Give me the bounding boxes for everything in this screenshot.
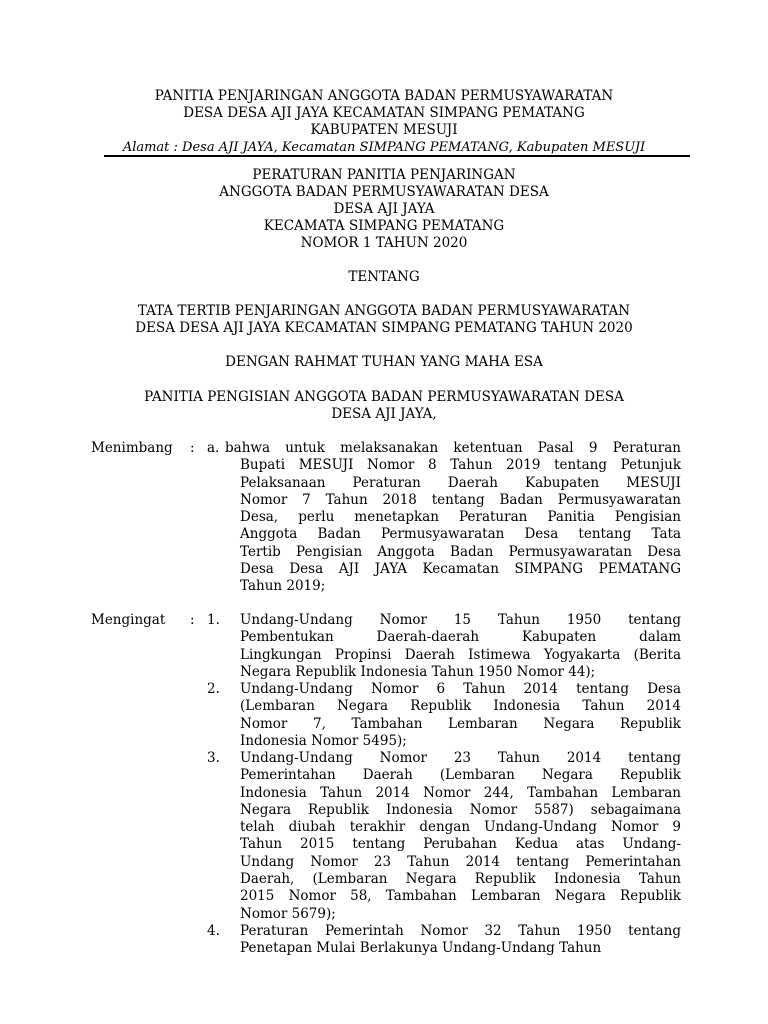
letterhead-line: PANITIA PENJARINGAN ANGGOTA BADAN PERMUSYAWARATAN bbox=[154, 88, 614, 104]
mengingat-item-marker: 2. bbox=[207, 681, 220, 697]
letterhead-divider bbox=[104, 155, 690, 157]
tentang-heading bbox=[0, 269, 768, 286]
mengingat-item-marker: 3. bbox=[207, 750, 220, 766]
title-line: ANGGOTA BADAN PERMUSYAWARATAN DESA bbox=[219, 184, 549, 200]
mengingat-item-3: Undang-Undang Nomor 23 Tahun 2014 tentang Pemerintahan Daerah (Lembaran Negara Republik Indonesia Tahun 2014 Nomor 244, Tambahan Lembaran Negara Republik Indonesia Nomor 5587) sebagaimana telah diubah terakhir dengan Undang-Undang Nomor 9 Tahun 2015 tentang Perubahan Kedua atas Undang- Undang Nomor 23 Tahun 2014 tentang Pemerintahan Daerah, (Lembaran Negara Republik Indonesia Tahun 2015 Nomor 58, Tambahan Lembaran Negara Republik Nomor 5679); bbox=[240, 750, 681, 922]
mengingat-label: Mengingat bbox=[91, 612, 166, 628]
regulation-title bbox=[0, 167, 768, 252]
letterhead-line: KABUPATEN MESUJI bbox=[310, 122, 458, 138]
mengingat-item-1: Undang-Undang Nomor 15 Tahun 1950 tentang Pembentukan Daerah-daerah Kabupaten dalam Lingkungan Propinsi Daerah Istimewa Yogyakarta (Berita Negara Republik Indonesia Tahun 1950 Nomor 44); bbox=[240, 612, 681, 680]
mengingat-item-marker: 4. bbox=[207, 923, 220, 939]
rahmat-heading bbox=[0, 354, 768, 371]
committee-line: DESA AJI JAYA, bbox=[331, 406, 437, 422]
subject-line: DESA DESA AJI JAYA KECAMATAN SIMPANG PEMATANG TAHUN 2020 bbox=[135, 320, 633, 336]
committee-line: PANITIA PENGISIAN ANGGOTA BADAN PERMUSYAWARATAN DESA bbox=[144, 389, 624, 405]
title-line: PERATURAN PANITIA PENJARINGAN bbox=[252, 167, 516, 183]
rahmat-text: DENGAN RAHMAT TUHAN YANG MAHA ESA bbox=[225, 354, 543, 370]
mengingat-colon: : bbox=[190, 612, 195, 628]
mengingat-item-2: Undang-Undang Nomor 6 Tahun 2014 tentang Desa (Lembaran Negara Republik Indonesia Tahun 2014 Nomor 7, Tambahan Lembaran Negara Republik Indonesia Nomor 5495); bbox=[240, 681, 681, 749]
letterhead bbox=[0, 88, 768, 156]
subject-line: TATA TERTIB PENJARINGAN ANGGOTA BADAN PERMUSYAWARATAN bbox=[137, 303, 631, 319]
title-line: DESA AJI JAYA bbox=[333, 201, 435, 217]
committee-heading bbox=[0, 389, 768, 423]
menimbang-item-marker: a. bbox=[207, 440, 220, 456]
regulation-subject bbox=[0, 303, 768, 337]
letterhead-address: Alamat : Desa AJI JAYA, Kecamatan SIMPANG PEMATANG, Kabupaten MESUJI bbox=[122, 140, 646, 155]
menimbang-label: Menimbang bbox=[91, 440, 173, 456]
title-line: NOMOR 1 TAHUN 2020 bbox=[300, 235, 468, 251]
mengingat-item-4: Peraturan Pemerintah Nomor 32 Tahun 1950 tentang Penetapan Mulai Berlakunya Undang-Undang Tahun bbox=[240, 923, 681, 957]
letterhead-line: DESA DESA AJI JAYA KECAMATAN SIMPANG PEMATANG bbox=[183, 105, 585, 121]
menimbang-item-first-line: bahwa untuk melaksanakan ketentuan Pasal 9 Peraturan bbox=[225, 440, 681, 456]
mengingat-item-marker: 1. bbox=[207, 612, 220, 628]
title-line: KECAMATA SIMPANG PEMATANG bbox=[263, 218, 505, 234]
menimbang-item-body: Bupati MESUJI Nomor 8 Tahun 2019 tentang Petunjuk Pelaksanaan Peraturan Daerah Kabupaten MESUJI Nomor 7 Tahun 2018 tentang Badan Permusyawaratan Desa, perlu menetapkan Peraturan Panitia Pengisian Anggota Badan Permusyawaratan Desa tentang Tata Tertib Pengisian Anggota Badan Permusyawaratan Desa Desa Desa AJI JAYA Kecamatan SIMPANG PEMATANG Tahun 2019; bbox=[240, 457, 681, 595]
tentang-text: TENTANG bbox=[348, 269, 420, 285]
menimbang-colon: : bbox=[190, 440, 195, 456]
